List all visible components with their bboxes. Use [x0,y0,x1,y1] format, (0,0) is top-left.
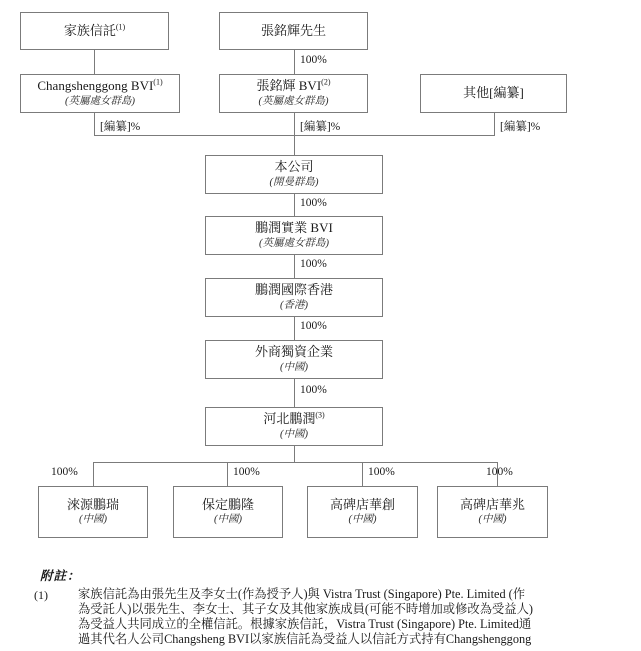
node-laiyuan-pengrui [38,486,148,538]
label-pct-changsheng-to-company: [編纂]% [100,121,141,133]
node-gaobeidian-huachuang-title: 高碑店華創 [329,496,395,512]
label-pct-wfoe-to-hebei: 100% [300,384,327,396]
connector-subsidiary-bus [93,462,497,463]
label-pct-others-to-company: [編纂]% [500,121,541,133]
node-gaobeidian-huachuang [307,486,418,538]
label-pct-hk-to-wfoe: 100% [300,320,327,332]
node-mr-zhang [219,12,368,50]
node-laiyuan-pengrui-sub: (中國) [79,514,107,526]
node-gaobeidian-huazhao-sub: (中國) [478,514,507,526]
node-company-title: 本公司 [274,159,314,175]
node-others [420,74,567,113]
node-changshenggong-bvi-sub: (英屬處女群島) [65,95,135,107]
node-baoding-penglong-title: 保定鵬隆 [201,496,254,512]
label-pct-zhangbvi-to-company: [編纂]% [300,121,341,133]
label-pct-zhang-to-bvi: 100% [300,54,327,66]
node-gaobeidian-huazhao [437,486,548,538]
connector-family-trust-to-changshenggong [94,50,95,74]
node-pengrun-hk-title: 鵬潤國際香港 [254,282,333,298]
node-company [205,155,383,194]
footnote-number: (1) [34,588,48,602]
footnote-line: 過其代名人公司Changsheng BVI以家族信託為受益人以信託方式持有Changshenggong [78,632,532,646]
label-pct-hebei-to-huazhao: 100% [486,466,513,478]
connector-to-laiyuan [93,462,94,486]
node-zhang-bvi-sub: (英屬處女群島) [258,95,329,107]
node-zhang-bvi-title: 張銘輝 BVI$^{(2)}$ [256,78,331,94]
node-hebei-pengrun-sub: (中國) [280,428,308,440]
connector-company-to-pengrun-bvi [294,194,295,216]
connector-bus-drop-company [294,135,295,155]
node-baoding-penglong [173,486,283,538]
connector-mr-zhang-to-zhang-bvi [294,50,295,74]
node-family-trust-title: 家族信託$^{(1)}$ [63,22,126,38]
node-laiyuan-pengrui-title: 淶源鵬瑞 [66,496,119,512]
node-gaobeidian-huazhao-title: 高碑店華兆 [459,496,525,512]
node-pengrun-hk-sub: (香港) [280,299,308,311]
node-changshenggong-bvi [20,74,180,113]
label-pct-company-to-pengrunbvi: 100% [300,197,327,209]
footnote-line: 為受益人共同成立的全權信託。根據家族信託，Vistra Trust (Singapore) Pte. Limited通 [78,617,532,631]
node-pengrun-bvi [205,216,383,255]
node-wfoe [205,340,383,379]
connector-to-huachuang [362,462,363,486]
connector-pengrunbvi-to-hk [294,255,295,278]
footnote-line: 家族信託為由張先生及李女士(作為授予人)與 Vistra Trust (Singapore) Pte. Limited (作 [78,587,526,601]
node-company-sub: (開曼群島) [269,176,319,188]
label-pct-hebei-to-baoding: 100% [233,466,260,478]
node-family-trust [20,12,169,50]
footnote-body [78,587,630,647]
node-pengrun-hk [205,278,383,317]
node-others-title: 其他[編纂] [463,85,524,101]
connector-hebei-drop [294,446,295,462]
node-wfoe-title: 外商獨資企業 [254,344,333,360]
node-zhang-bvi [219,74,368,113]
node-pengrun-bvi-sub: (英屬處女群島) [259,237,329,249]
label-pct-hebei-to-huachuang: 100% [368,466,395,478]
node-gaobeidian-huachuang-sub: (中國) [348,514,377,526]
connector-changshenggong-drop [94,113,95,135]
connector-hk-to-wfoe [294,317,295,340]
label-pct-hebei-to-laiyuan: 100% [51,466,78,478]
footnote-line: 為受託人)以張先生、李女士、其子女及其他家族成員(可能不時增加或修改為受益人) [78,602,533,616]
node-mr-zhang-title: 張銘輝先生 [260,22,326,38]
node-hebei-pengrun [205,407,383,446]
connector-zhang-bvi-drop [294,113,295,135]
node-baoding-penglong-sub: (中國) [214,514,242,526]
node-hebei-pengrun-title: 河北鵬潤$^{(3)}$ [263,411,325,427]
connector-to-baoding [227,462,228,486]
node-changshenggong-bvi-title: Changshenggong BVI$^{(1)}$ [37,78,163,94]
label-pct-pengrunbvi-to-hk: 100% [300,258,327,270]
connector-wfoe-to-hebei [294,379,295,407]
connector-others-drop [494,113,495,135]
node-wfoe-sub: (中國) [280,361,308,373]
node-pengrun-bvi-title: 鵬潤實業 BVI [255,220,333,236]
footnotes-heading: 附註： [40,569,81,583]
